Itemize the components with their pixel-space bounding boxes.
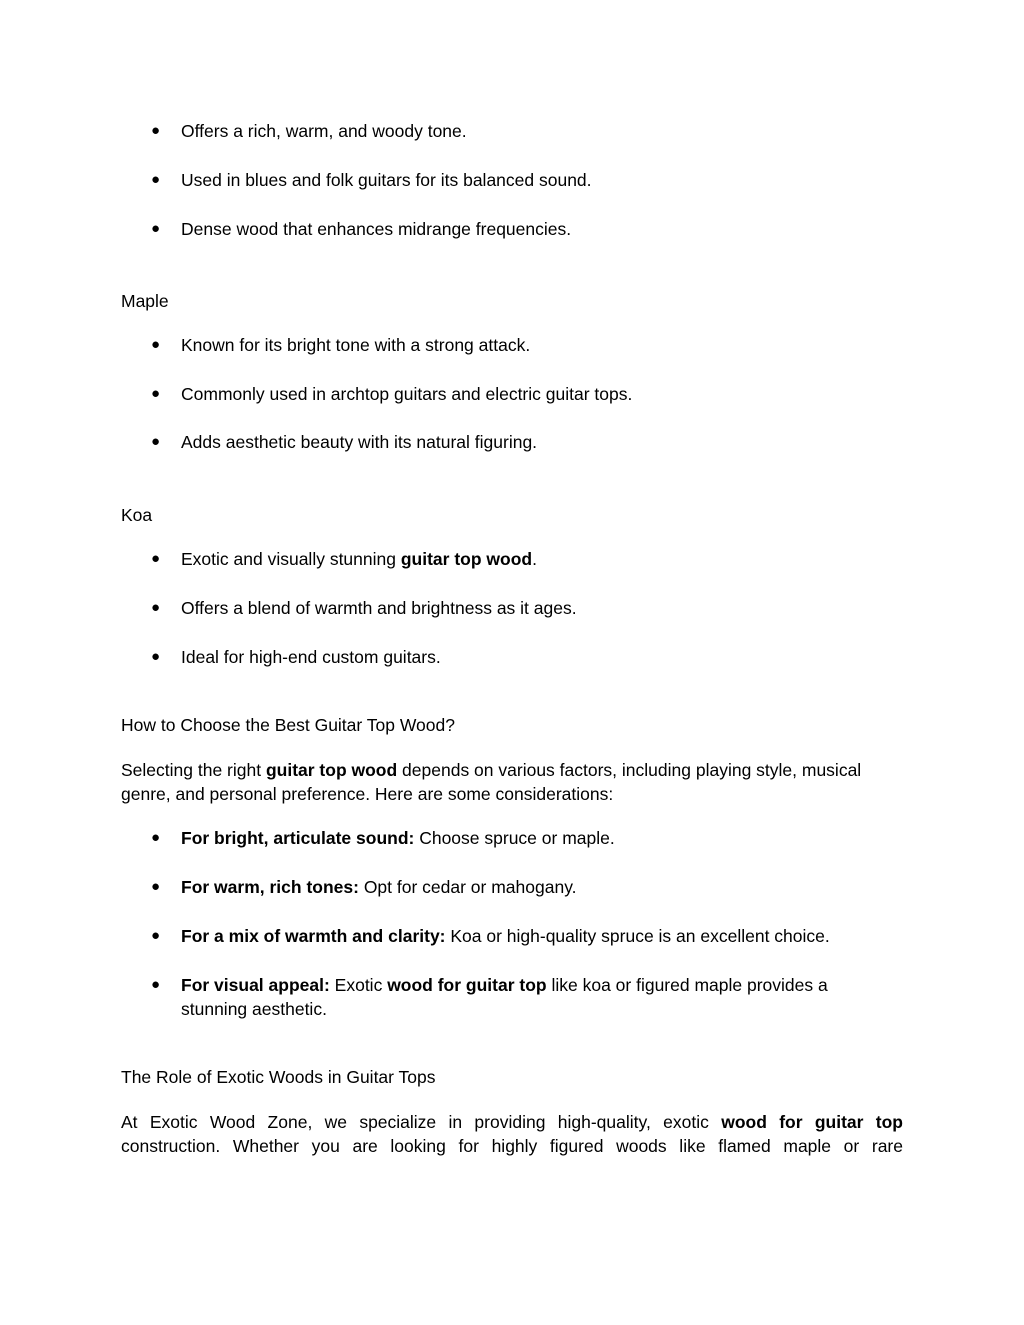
bullet-marker: ●: [151, 878, 161, 895]
list-item: [181, 826, 903, 850]
list-item: Offers a rich, warm, and woody tone.: [181, 121, 467, 141]
list-item: Dense wood that enhances midrange frequencies.: [181, 219, 572, 239]
bullet-marker: ●: [151, 171, 161, 188]
bullet-marker: ●: [151, 550, 161, 567]
keyword-bold: wood for guitar top: [387, 975, 547, 995]
bullet-marker: ●: [151, 122, 161, 139]
keyword-bold: guitar top wood: [265, 760, 398, 780]
text-run: .: [532, 549, 537, 569]
text-run: Exotic and visually stunning: [181, 549, 401, 569]
bullet-marker: ●: [151, 336, 161, 353]
bullet-marker: ●: [151, 648, 161, 665]
text-run: Koa or high-quality spruce is an excellent choice.: [445, 926, 830, 946]
list-item-continuation: stunning aesthetic.: [181, 999, 327, 1019]
text-run: like koa or figured maple provides a: [546, 975, 828, 995]
text-run: Selecting the right: [121, 760, 266, 780]
list-item: Known for its bright tone with a strong attack.: [181, 335, 531, 355]
paragraph-line: genre, and personal preference. Here are some considerations:: [121, 784, 614, 804]
bullet-marker: ●: [151, 927, 161, 944]
keyword-bold: For warm, rich tones:: [181, 877, 359, 897]
section-heading-maple: Maple: [121, 291, 169, 311]
section-heading-choose: How to Choose the Best Guitar Top Wood?: [121, 715, 455, 735]
bullet-marker: ●: [151, 976, 161, 993]
list-item: Used in blues and folk guitars for its balanced sound.: [181, 170, 592, 190]
keyword-bold: guitar top wood: [400, 549, 533, 569]
section-heading-exotic: The Role of Exotic Woods in Guitar Tops: [121, 1067, 436, 1087]
text-run: Opt for cedar or mahogany.: [358, 877, 577, 897]
paragraph-line: construction. Whether you are looking for highly figured woods like flamed maple or rare: [121, 1136, 903, 1156]
paragraph-line: [121, 1110, 903, 1134]
text-run: Choose spruce or maple.: [414, 828, 615, 848]
list-item: Offers a blend of warmth and brightness as it ages.: [181, 598, 577, 618]
bullet-marker: ●: [151, 385, 161, 402]
list-item: Adds aesthetic beauty with its natural figuring.: [181, 432, 538, 452]
text-run: At Exotic Wood Zone, we specialize in providing high-quality, exotic: [121, 1112, 722, 1132]
paragraph-line: [121, 758, 903, 782]
section-heading-koa: Koa: [121, 505, 153, 525]
text-run: Exotic: [329, 975, 388, 995]
keyword-bold: For visual appeal:: [181, 975, 330, 995]
list-item: Ideal for high-end custom guitars.: [181, 647, 441, 667]
list-item: [181, 875, 903, 899]
text-run: depends on various factors, including playing style, musical: [397, 760, 862, 780]
list-item: [181, 973, 903, 997]
bullet-marker: ●: [151, 220, 161, 237]
keyword-bold: For a mix of warmth and clarity:: [181, 926, 446, 946]
bullet-marker: ●: [151, 829, 161, 846]
list-item: [181, 547, 903, 571]
list-item: Commonly used in archtop guitars and electric guitar tops.: [181, 384, 633, 404]
list-item: [181, 924, 903, 948]
keyword-bold: wood for guitar top: [721, 1112, 903, 1132]
keyword-bold: For bright, articulate sound:: [181, 828, 415, 848]
bullet-marker: ●: [151, 433, 161, 450]
bullet-marker: ●: [151, 599, 161, 616]
